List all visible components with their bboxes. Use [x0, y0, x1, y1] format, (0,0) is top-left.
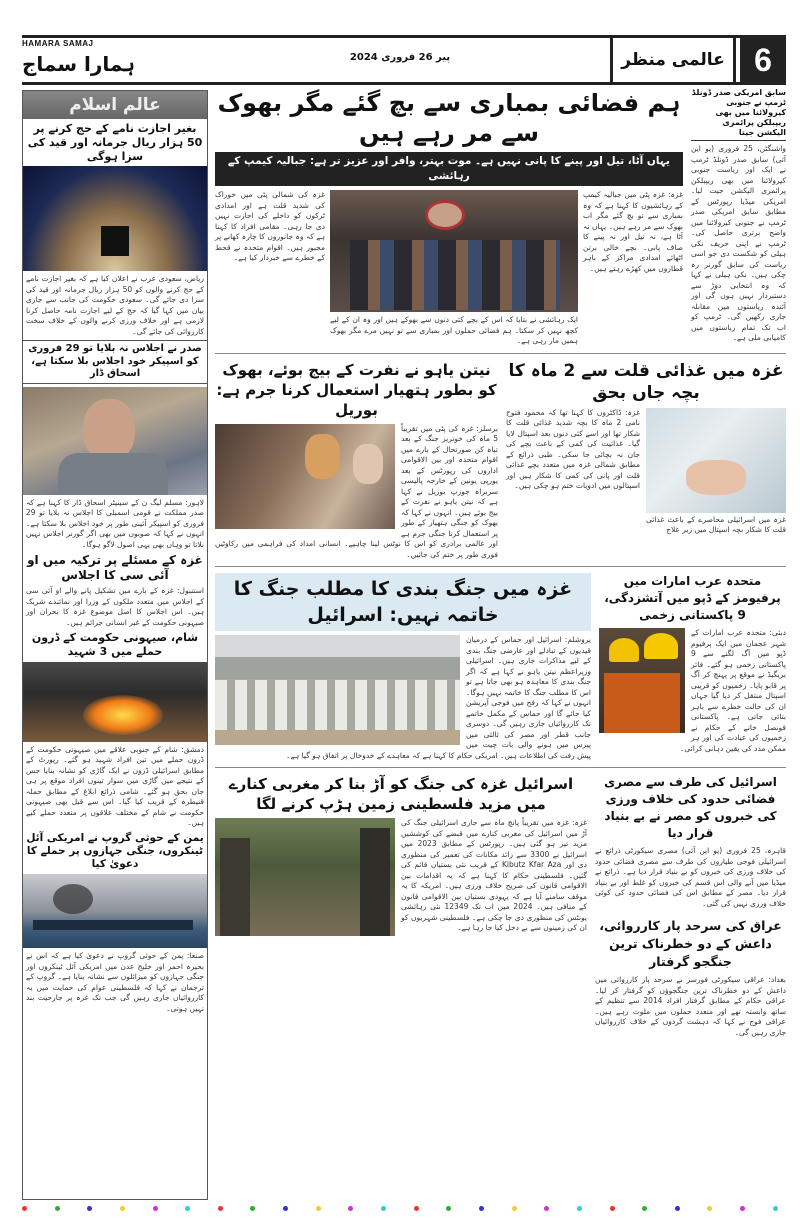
- row-top: [215, 88, 786, 347]
- top-story-col-2: غزہ کی شمالی پٹی میں خوراک کی شدید قلت ہے اور امدادی ٹرکوں کو داخلے کی اجازت نہیں دی جا رہی۔ مقامی افراد کا کہنا ہے کہ وہ جانوروں کا چارہ کھانے پر مجبور ہیں۔ اقوام متحدہ نے قحط کے خطرے سے خبردار کیا ہے۔: [215, 190, 325, 262]
- uae-article-text: دبئی: متحدہ عرب امارات کے شہر عجمان میں ایک پرفیوم ڈپو میں آگ لگنے سے 9 پاکستانی زخمی ہو گئے۔ فائر بریگیڈ نے موقع پر پہنچ کر آگ پر قابو پایا۔ زخمیوں کو قریبی اسپتال منتقل کر دیا گیا جہاں ان کی حالت خطرے سے باہر بتائی جاتی ہے۔ پاکستانی قونصل خانے کے حکام نے زخمیوں کی عیادت کی اور ہر ممکن مدد کی یقین دہانی کرائی۔: [680, 628, 786, 753]
- child-article-text: غزہ: ڈاکٹروں کا کہنا تھا کہ محمود فتوح نامی 2 ماہ کا بچہ شدید غذائی قلت کا شکار تھا اور اسے کئی دنوں بعد اسپتال لایا گیا۔ غذائیت کی کمی کے باعث بچے کی جان نہ بچائی جا سکی۔ طبی ذرائع کے مطابق شمالی غزہ میں متعدد بچے غذائی قلت اور پانی کی کمی کا شکار ہیں اور اسپتالوں میں ادویات ختم ہو چکی ہیں۔: [506, 407, 640, 490]
- divider: [215, 767, 786, 768]
- gaza-camp-photo: [215, 635, 460, 745]
- iraq-isis-headline: عراق کی سرحد پار کارروائی، داعش کے دو خطرناک ترین جنگجو گرفتار: [599, 918, 782, 969]
- egypt-article-text: قاہرہ، 25 فروری (یو این آئی) مصری سیکورٹی ذرائع نے اسرائیلی فوجی طیاروں کی طرف سے مصری فضائی حدود کی خلاف ورزی کی خبروں کو بے بنیاد قرار دیا ہے۔ ذرائع نے میڈیا میں آنے والی اس قسم کی خبروں کو غلط اور بے بنیاد قرار دیا۔ مصر کے مطابق اس کی فضائی حدود کی کوئی خلاف ورزی نہیں کی گئی۔: [595, 846, 787, 908]
- ishaq-dar-article-text: لاہور: مسلم لیگ ن کے سینیٹر اسحاق ڈار کا کہنا ہے کہ صدر مملکت نے قومی اسمبلی کا اجلاس نہ بلایا تو 29 فروری کو اسپیکر آئینی طور پر خود اجلاس بلا سکتا ہے۔ انہوں نے کہا کہ صوبوں میں بھی اگر گورنر اجلاس نہیں بلاتا تو وہاں بھی یہی اصول لاگو ہوگا۔: [26, 497, 204, 549]
- hajj-article-text: ریاض، سعودی عرب نے اعلان کیا ہے کہ بغیر اجازت نامے کے حج کرنے والوں کو 50 ہزار ریال جرمانہ اور قید کی سزا دی جائے گی۔ سعودی حکومت کی جانب سے جاری بیان میں کہا گیا کہ حج کے لیے اجازت نامہ حاصل کرنا لازمی ہے اور خلاف ورزی کرنے والوں کے خلاف سخت کارروائی کی جائے گی۔: [26, 274, 204, 336]
- ceasefire-story: [215, 573, 591, 761]
- top-story-body: [215, 190, 683, 347]
- oil-tanker-photo: [23, 874, 207, 948]
- main-area: [215, 88, 786, 1038]
- trump-headline: سابق امریکی صدر ڈونلڈ ٹرمپ نے جنوبی کیرولائنا میں بھی ریپبلکن پرائمری الیکشن جیتا: [691, 88, 786, 141]
- houthi-headline: یمن کے حوثی گروپ نے امریکی آئل ٹینکروں، جنگی جہازوں پر حملے کا دعویٰ کیا: [26, 831, 204, 870]
- iraq-article-text: بغداد: عراقی سیکورٹی فورسز نے سرحد پار کارروائی میں داعش کے دو خطرناک ترین جنگجوؤں کو گرفتار کر لیا۔ عراقی حکام کے مطابق گرفتار افراد 2014 سے تنظیم کے ساتھ وابستہ تھے اور متعدد حملوں میں ملوث رہے ہیں۔ عراقی فوج نے کہا کہ دہشت گردوں کے خلاف کارروائیاں جاری رہیں گی۔: [595, 975, 786, 1037]
- westbank-body: [215, 818, 587, 939]
- syria-article-text: دمشق: شام کے جنوبی علاقے میں صیہونی حکومت کے ڈرون حملے میں تین افراد شہید ہو گئے۔ رپورٹ کے مطابق اسرائیلی ڈرون نے ایک گاڑی کو نشانہ بنایا جس کے نتیجے میں گاڑی میں سوار تینوں افراد موقع پر ہی جاں بحق ہو گئے۔ شامی ذرائع ابلاغ کے مطابق حملہ قنیطرہ کے قریب کیا گیا۔ اس سے قبل بھی صیہونی حکومت نے شام کے مختلف علاقوں پر متعدد حملے کیے ہیں۔: [26, 744, 204, 828]
- logo-english: HAMARA SAMAJ: [22, 39, 94, 48]
- child-death-headline: غزہ میں غذائی قلت سے 2 ماہ کا بچہ جاں بحق: [508, 360, 784, 403]
- page-number: 6: [740, 38, 786, 82]
- borrell-headline: نیتن یاہو نے نفرت کے بیج بوئے، بھوک کو بطور ہتھیار استعمال کرنا جرم ہے: بوریل: [216, 360, 497, 419]
- divider: [215, 566, 786, 567]
- ishaq-dar-photo: [23, 387, 207, 495]
- trump-brief: [691, 88, 786, 344]
- divider: [215, 353, 786, 354]
- child-photo-caption: غزہ میں اسرائیلی محاصرے کے باعث غذائی قلت کا شکار بچہ اسپتال میں زیر علاج: [646, 514, 786, 534]
- top-story-subhead: یہاں آٹا، تیل اور پینے کا پانی نہیں ہے۔ موت بہتر، وافر اور عزیز تر ہے: جبالیہ کیمپ کے رہائشی: [215, 152, 683, 186]
- firefighters-photo: [599, 628, 685, 733]
- left-column: [22, 90, 208, 1200]
- masthead-bottom-rule: [22, 82, 786, 85]
- houthi-article-text: صنعا: یمن کے حوثی گروپ نے دعویٰ کیا ہے کہ اس نے بحیرہ احمر اور خلیج عدن میں امریکی آئل ٹینکروں اور جنگی جہازوں کو میزائلوں سے نشانہ بنایا ہے۔ گروپ کے ترجمان نے کہا کہ فلسطینی عوام کی حمایت میں یہ کارروائیاں جاری رہیں گی جب تک غزہ پر جارحیت بند نہیں ہوتی۔: [26, 951, 204, 1013]
- ishaq-dar-headline: صدر نے اجلاس نہ بلایا تو 29 فروری کو اسپیکر خود اجلاس بلا سکتا ہے، اسحاق ڈار: [23, 340, 207, 384]
- hajj-headline: بغیر اجازت نامے کے حج کرنے پر 50 ہزار ریال جرمانہ اور قید کی سزا ہوگی: [27, 122, 203, 163]
- israeli-soldiers-photo: [215, 818, 395, 936]
- uae-fire-headline: متحدہ عرب امارات میں پرفیومز کے ڈپو میں آتشزدگی، 9 پاکستانی زخمی: [604, 574, 781, 622]
- syria-drone-headline: شام، صیہونی حکومت کے ڈرون حملے میں 3 شہید: [31, 631, 199, 658]
- westbank-article-text: غزہ: غزہ میں تقریباً پانچ ماہ سے جاری اسرائیلی جنگ کی آڑ میں اسرائیل کی مغربی کنارے میں قبضے کی کوششیں مزید تیز ہو گئی ہیں۔ رپورٹس کے مطابق 2023 میں اسرائیل نے 3300 سے زائد مکانات کی تعمیر کی منظوری دی اور Kibutz Kfar Aza کے قریب نئی بستیاں قائم کی گئیں۔ فلسطینی حکام کا کہنا ہے کہ یہ اقدامات بین الاقوامی قانون کی صریح خلاف ورزی ہیں۔ امریکہ کا یہ موقف سامنے آیا ہے کہ یہودی بستیاں بین الاقوامی قانون کے منافی ہیں۔ 2024 میں اب تک 12349 نئی رہائشی یونٹس کی منظوری دی جا چکی ہے۔ فلسطینی شہریوں کو ان کی زمینوں سے بے دخل کیا جا رہا ہے۔: [401, 818, 587, 932]
- child-photo-block: [646, 408, 786, 536]
- ceasefire-headline: غزہ میں جنگ بندی کا مطلب جنگ کا خاتمہ نہیں: اسرائیل: [215, 573, 591, 631]
- row-fourth: [215, 774, 786, 1038]
- row-third: [215, 573, 786, 761]
- logo-urdu: ہمارا سماج: [22, 52, 135, 76]
- oic-article-text: استنبول: غزہ کے بارے میں تشکیل پانے والے او آئی سی کے اجلاس میں متعدد ملکوں کے وزرا اور نمائندے شریک ہیں۔ اس اجلاس کا اصل موضوع غزہ کا بحران اور صیہونی حکومت کے غیر انسانی جرائم ہیں۔: [26, 586, 204, 627]
- egypt-iraq-column: [595, 774, 786, 1038]
- hospital-infant-photo: [646, 408, 786, 513]
- child-body: [506, 408, 786, 539]
- section-title: عالمی منظر: [610, 38, 736, 82]
- alam-e-islam-header: عالم اسلام: [23, 91, 207, 119]
- uae-body: [599, 628, 786, 754]
- issue-date: پیر 26 فروری 2024: [349, 52, 451, 63]
- gaza-women-children-photo: [215, 424, 395, 529]
- child-story: [506, 360, 786, 539]
- newspaper-logo: [22, 39, 172, 79]
- top-story-photo-block: [330, 190, 578, 347]
- jabalia-children-photo: [330, 190, 578, 312]
- trump-article-text: واشنگٹن، 25 فروری (یو این آئی) سابق صدر ڈونلڈ ٹرمپ نے ایک اور ریاست جنوبی کیرولائنا میں بھی ریپبلکن پرائمری الیکشن جیت لیا۔ امریکی میڈیا رپورٹس کے مطابق سابق امریکی صدر ٹرمپ نے جنوبی کیرولائنا میں واضح برتری حاصل کی۔ ٹرمپ نے اپنی حریف نکی ہیلی کو شکست دی جو اسی ریاست کی سابق گورنر رہ چکی ہیں۔ نکی ہیلی نے کہا کہ وہ انتخابی دوڑ سے دستبردار نہیں ہوں گی اور آئندہ ریاستوں میں مقابلہ جاری رکھیں گی۔ ٹرمپ کو اب تک تمام ریاستوں میں کامیابی ملی ہے۔: [691, 144, 787, 342]
- oic-headline: غزہ کے مسئلے پر ترکیہ میں او آئی سی کا اجلاس: [27, 553, 203, 583]
- ceasefire-article-text: یروشلم: اسرائیل اور حماس کے درمیان قیدیوں کے تبادلے اور عارضی جنگ بندی کے لیے مذاکرات جاری ہیں۔ اسرائیلی وزیراعظم نیتن یاہو نے کہا ہے کہ اگر جنگ بندی کا معاہدہ ہو بھی جاتا ہے تو اس کا مطلب جنگ کا خاتمہ نہیں ہوگا۔ انہوں نے کہا کہ رفح میں فوجی آپریشن کیا جائے گا اور حماس کے مکمل خاتمے تک کارروائیاں جاری رہیں گی۔ دوسری جانب قطر اور مصر کی ثالثی میں پیرس میں ہونے والی بات چیت میں پیش رفت کی اطلاعات ہیں۔ امریکی حکام کا کہنا ہے کہ معاہدے کے خدوخال پر اتفاق ہو گیا ہے۔: [286, 635, 591, 760]
- burning-vehicle-photo: [23, 662, 207, 742]
- borrell-article-text: برسلز: غزہ کی پٹی میں تقریباً 5 ماہ کی خونریز جنگ کے بعد تباہ کن صورتحال کے بارے میں اقوام متحدہ اور بین الاقوامی اداروں کی رپورٹس کے بعد یورپی یونین کے خارجہ پالیسی سربراہ جوزپ بوریل نے کہا ہے کہ نیتن یاہو نے نفرت کے بیج بوئے ہیں۔ انہوں نے کہا کہ بھوک کو جنگی ہتھیار کے طور پر استعمال کرنا جنگی جرم ہے اور عالمی برادری کو اس کا نوٹس لینا چاہیے۔ انسانی امداد کی فراہمی میں رکاوٹیں فوری طور پر ختم کی جائیں۔: [215, 423, 498, 559]
- borrell-body: [215, 424, 498, 561]
- egypt-airspace-headline: اسرائیل کی طرف سے مصری فضائی حدود کی خلاف ورزی کی خبروں کو مصر نے بے بنیاد قرار دیا: [604, 775, 777, 840]
- westbank-story: [215, 774, 587, 939]
- footer-color-dots: [22, 1206, 778, 1214]
- row-second: [215, 360, 786, 561]
- top-story: [215, 88, 683, 347]
- ceasefire-body: [215, 635, 591, 761]
- borrell-story: [215, 360, 498, 561]
- top-story-headline: ہم فضائی بمباری سے بچ گئے مگر بھوک سے مر رہے ہیں: [217, 89, 681, 147]
- kaaba-photo: [23, 166, 207, 271]
- top-story-caption: ایک رہائشی نے بتایا کہ اس کے بچے کئی دنوں سے بھوکے ہیں اور وہ ان کے لیے کچھ نہیں کر سکتا۔ ہم فضائی حملوں اور بمباری سے تو نہیں مرے مگر بھوک ہمیں مار رہی ہے۔: [330, 315, 578, 345]
- uae-story: [599, 573, 786, 754]
- top-story-col-1: غزہ: غزہ پٹی میں جبالیہ کیمپ کے رہائشیوں کا کہنا ہے کہ وہ بمباری سے تو بچ گئے مگر اب بھوک سے مر رہے ہیں۔ یہاں نہ آٹا ہے، نہ تیل اور نہ پینے کا صاف پانی۔ بچے خالی برتن اٹھائے امدادی مراکز کے باہر قطاروں میں کھڑے رہتے ہیں۔: [583, 190, 683, 273]
- westbank-headline: اسرائیل غزہ کی جنگ کو آڑ بنا کر مغربی کنارے میں مزید فلسطینی زمین ہڑپ کرنے لگا: [228, 775, 574, 813]
